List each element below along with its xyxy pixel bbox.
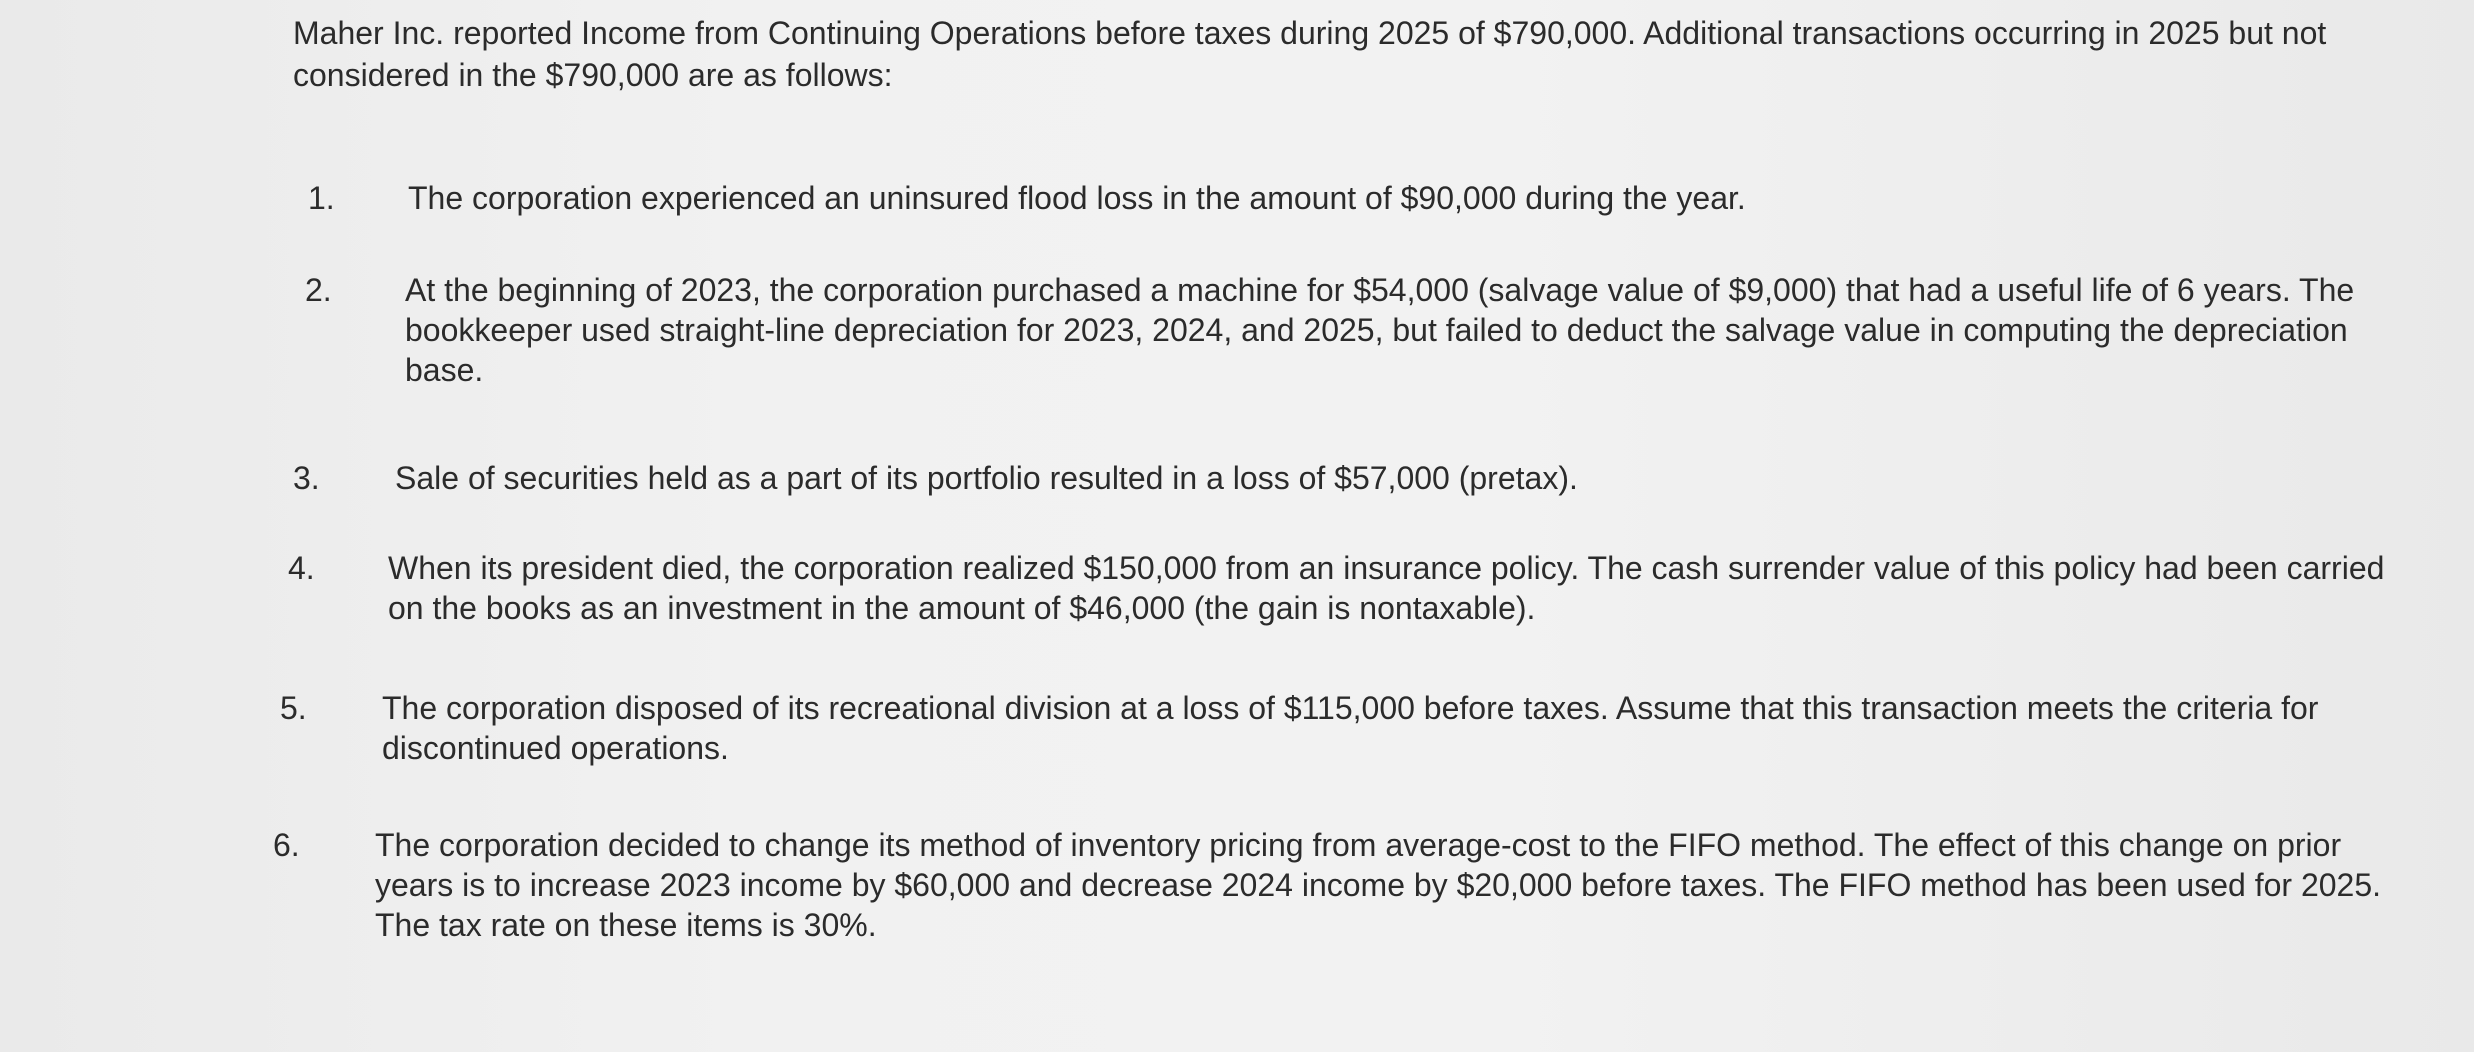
list-item-number: 2. (305, 272, 332, 308)
list-item-number: 4. (288, 550, 315, 586)
list-item-text: At the beginning of 2023, the corporation purchased a machine for $54,000 (salvage value of $9,000) that had a useful life of 6 years. The bookkeeper used straight-line depreciation for 2023, 2024, and 2025, but failed to deduct the salvage value in computing the depreciation base. (405, 272, 2355, 388)
list-item-3 (293, 458, 2403, 508)
list-item-number: 1. (308, 180, 335, 216)
list-item-1 (308, 178, 2408, 228)
list-item-5 (280, 688, 2410, 808)
list-item-text: The corporation experienced an uninsured flood loss in the amount of $90,000 during the year. (408, 180, 1746, 216)
list-item-number: 3. (293, 460, 320, 496)
list-item-2 (305, 270, 2415, 430)
list-item-text: The corporation decided to change its method of inventory pricing from average-cost to the FIFO method. The effect of this change on prior years is to increase 2023 income by $60,000 and decrease 2024 income by $20,000 before taxes. The FIFO method has been used for 2025. The tax rate on these items is 30%. (375, 827, 2382, 943)
problem-intro: Maher Inc. reported Income from Continuing Operations before taxes during 2025 of $790,000. Additional transactions occurring in 2025 but not considered in the $790,000 are as follows: (293, 15, 2327, 93)
list-item-6 (273, 825, 2413, 995)
list-item-text: The corporation disposed of its recreational division at a loss of $115,000 before taxes. Assume that this transaction meets the criteria for discontinued operations. (382, 690, 2319, 766)
list-item-number: 6. (273, 827, 300, 863)
list-item-number: 5. (280, 690, 307, 726)
list-item-text: Sale of securities held as a part of its portfolio resulted in a loss of $57,000 (pretax). (395, 460, 1578, 496)
list-item-text: When its president died, the corporation realized $150,000 from an insurance policy. The cash surrender value of this policy had been carried on the books as an investment in the amount of $46,000 (the gain is nontaxable). (388, 550, 2385, 626)
list-item-4 (288, 548, 2418, 668)
